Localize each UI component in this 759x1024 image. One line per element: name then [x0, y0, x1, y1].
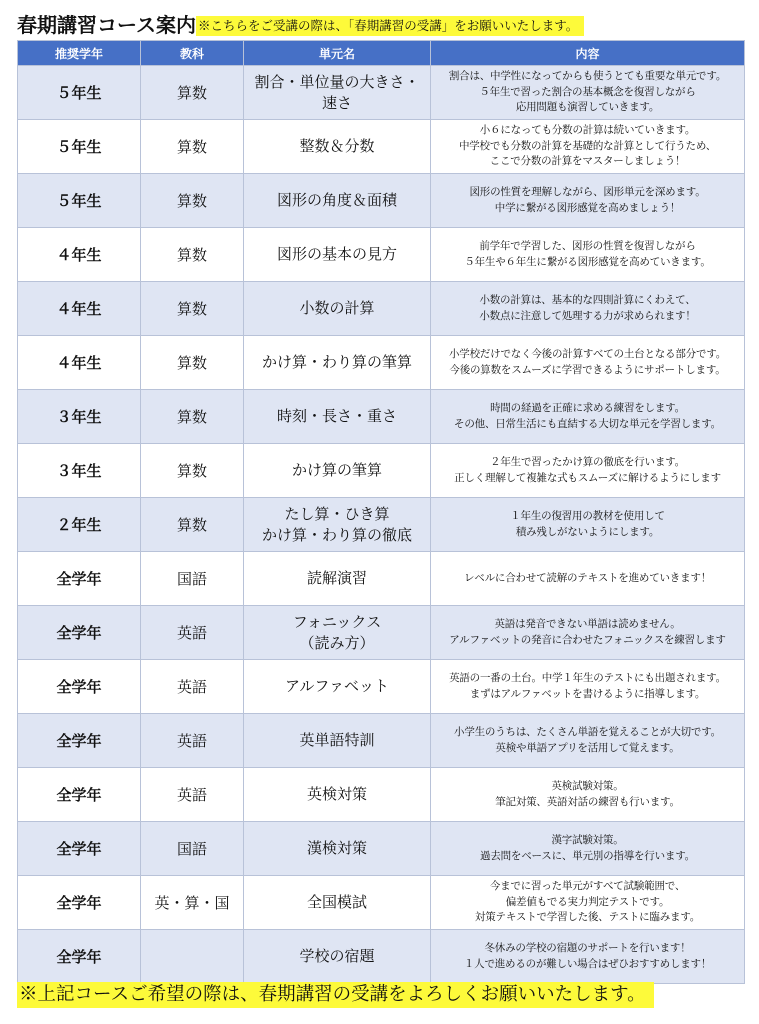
page-header: [17, 8, 584, 38]
column-header-content: 内容: [431, 41, 745, 66]
content-cell: 割合は、中学性になってからも使うとても重要な単元です。 ５年生で習った割合の基本概念を復習しながら 応用問題も演習していきます。: [431, 66, 745, 120]
subject-cell: 算数: [141, 228, 244, 282]
table-row: [18, 282, 745, 336]
subject-cell: 算数: [141, 120, 244, 174]
column-header-subject: 教科: [141, 41, 244, 66]
table-row: [18, 390, 745, 444]
table-row: [18, 930, 745, 984]
subject-cell: 算数: [141, 444, 244, 498]
table-row: [18, 174, 745, 228]
content-cell: 今までに習った単元がすべて試験範囲で、 偏差値もでる実力判定テストです。 対策テキストで学習した後、テストに臨みます。: [431, 876, 745, 930]
subject-cell: 算数: [141, 390, 244, 444]
unit-cell: 図形の角度＆面積: [244, 174, 431, 228]
course-table: [17, 40, 745, 984]
table-row: [18, 66, 745, 120]
grade-cell: 全学年: [18, 822, 141, 876]
column-header-grade: 推奨学年: [18, 41, 141, 66]
grade-cell: 全学年: [18, 768, 141, 822]
grade-cell: 全学年: [18, 714, 141, 768]
subject-cell: 英語: [141, 660, 244, 714]
table-row: [18, 768, 745, 822]
subject-cell: 国語: [141, 552, 244, 606]
grade-cell: 全学年: [18, 660, 141, 714]
unit-cell: たし算・ひき算 かけ算・わり算の徹底: [244, 498, 431, 552]
subject-cell: 英語: [141, 768, 244, 822]
content-cell: 英検試験対策。 筆記対策、英語対話の練習も行います。: [431, 768, 745, 822]
unit-cell: 割合・単位量の大きさ・ 速さ: [244, 66, 431, 120]
grade-cell: ４年生: [18, 336, 141, 390]
unit-cell: 英検対策: [244, 768, 431, 822]
table-row: [18, 552, 745, 606]
grade-cell: ３年生: [18, 444, 141, 498]
top-note: ※こちらをご受講の際は、「春期講習の受講」をお願いいたします。: [196, 16, 584, 36]
content-cell: 小数の計算は、基本的な四則計算にくわえて、 小数点に注意して処理する力が求められます！: [431, 282, 745, 336]
grade-cell: 全学年: [18, 930, 141, 984]
unit-cell: アルファベット: [244, 660, 431, 714]
table-row: [18, 228, 745, 282]
subject-cell: [141, 930, 244, 984]
grade-cell: ５年生: [18, 174, 141, 228]
page-title: 春期講習コース案内: [17, 13, 196, 37]
subject-cell: 英語: [141, 606, 244, 660]
table-row: [18, 660, 745, 714]
content-cell: 前学年で学習した、図形の性質を復習しながら ５年生や６年生に繋がる図形感覚を高めていきます。: [431, 228, 745, 282]
content-cell: 時間の経過を正確に求める練習をします。 その他、日常生活にも直結する大切な単元を学習します。: [431, 390, 745, 444]
content-cell: 小６になっても分数の計算は続いていきます。 中学校でも分数の計算を基礎的な計算として行うため、 ここで分数の計算をマスターしましょう！: [431, 120, 745, 174]
content-cell: ２年生で習ったかけ算の徹底を行います。 正しく理解して複雑な式もスムーズに解けるようにします: [431, 444, 745, 498]
content-cell: 図形の性質を理解しながら、図形単元を深めます。 中学に繋がる図形感覚を高めましょう！: [431, 174, 745, 228]
subject-cell: 算数: [141, 282, 244, 336]
unit-cell: フォニックス （読み方）: [244, 606, 431, 660]
grade-cell: ２年生: [18, 498, 141, 552]
subject-cell: 国語: [141, 822, 244, 876]
content-cell: 漢字試験対策。 過去問をベースに、単元別の指導を行います。: [431, 822, 745, 876]
unit-cell: 時刻・長さ・重さ: [244, 390, 431, 444]
grade-cell: ５年生: [18, 120, 141, 174]
content-cell: 英語の一番の土台。中学１年生のテストにも出題されます。 まずはアルファベットを書けるように指導します。: [431, 660, 745, 714]
unit-cell: 漢検対策: [244, 822, 431, 876]
unit-cell: 読解演習: [244, 552, 431, 606]
column-header-unit: 単元名: [244, 41, 431, 66]
grade-cell: ５年生: [18, 66, 141, 120]
subject-cell: 算数: [141, 498, 244, 552]
content-cell: 小学生のうちは、たくさん単語を覚えることが大切です。 英検や単語アプリを活用して覚えます。: [431, 714, 745, 768]
unit-cell: かけ算・わり算の筆算: [244, 336, 431, 390]
content-cell: 英語は発音できない単語は読めません。 アルファベットの発音に合わせたフォニックスを練習します: [431, 606, 745, 660]
table-header-row: [18, 41, 745, 66]
content-cell: １年生の復習用の教材を使用して 積み残しがないようにします。: [431, 498, 745, 552]
unit-cell: かけ算の筆算: [244, 444, 431, 498]
unit-cell: 全国模試: [244, 876, 431, 930]
grade-cell: 全学年: [18, 552, 141, 606]
subject-cell: 英語: [141, 714, 244, 768]
grade-cell: 全学年: [18, 606, 141, 660]
unit-cell: 整数＆分数: [244, 120, 431, 174]
table-row: [18, 714, 745, 768]
subject-cell: 算数: [141, 66, 244, 120]
content-cell: レベルに合わせて読解のテキストを進めていきます！: [431, 552, 745, 606]
table-row: [18, 822, 745, 876]
unit-cell: 英単語特訓: [244, 714, 431, 768]
unit-cell: 小数の計算: [244, 282, 431, 336]
grade-cell: ４年生: [18, 228, 141, 282]
grade-cell: 全学年: [18, 876, 141, 930]
table-row: [18, 876, 745, 930]
table-row: [18, 336, 745, 390]
table-row: [18, 120, 745, 174]
table-row: [18, 498, 745, 552]
table-row: [18, 606, 745, 660]
subject-cell: 英・算・国: [141, 876, 244, 930]
bottom-note: ※上記コースご希望の際は、春期講習の受講をよろしくお願いいたします。: [17, 982, 654, 1008]
unit-cell: 図形の基本の見方: [244, 228, 431, 282]
subject-cell: 算数: [141, 174, 244, 228]
content-cell: 冬休みの学校の宿題のサポートを行います！ １人で進めるのが難しい場合はぜひおすすめします！: [431, 930, 745, 984]
table-row: [18, 444, 745, 498]
subject-cell: 算数: [141, 336, 244, 390]
unit-cell: 学校の宿題: [244, 930, 431, 984]
grade-cell: ４年生: [18, 282, 141, 336]
content-cell: 小学校だけでなく今後の計算すべての土台となる部分です。 今後の算数をスムーズに学習できるようにサポートします。: [431, 336, 745, 390]
grade-cell: ３年生: [18, 390, 141, 444]
